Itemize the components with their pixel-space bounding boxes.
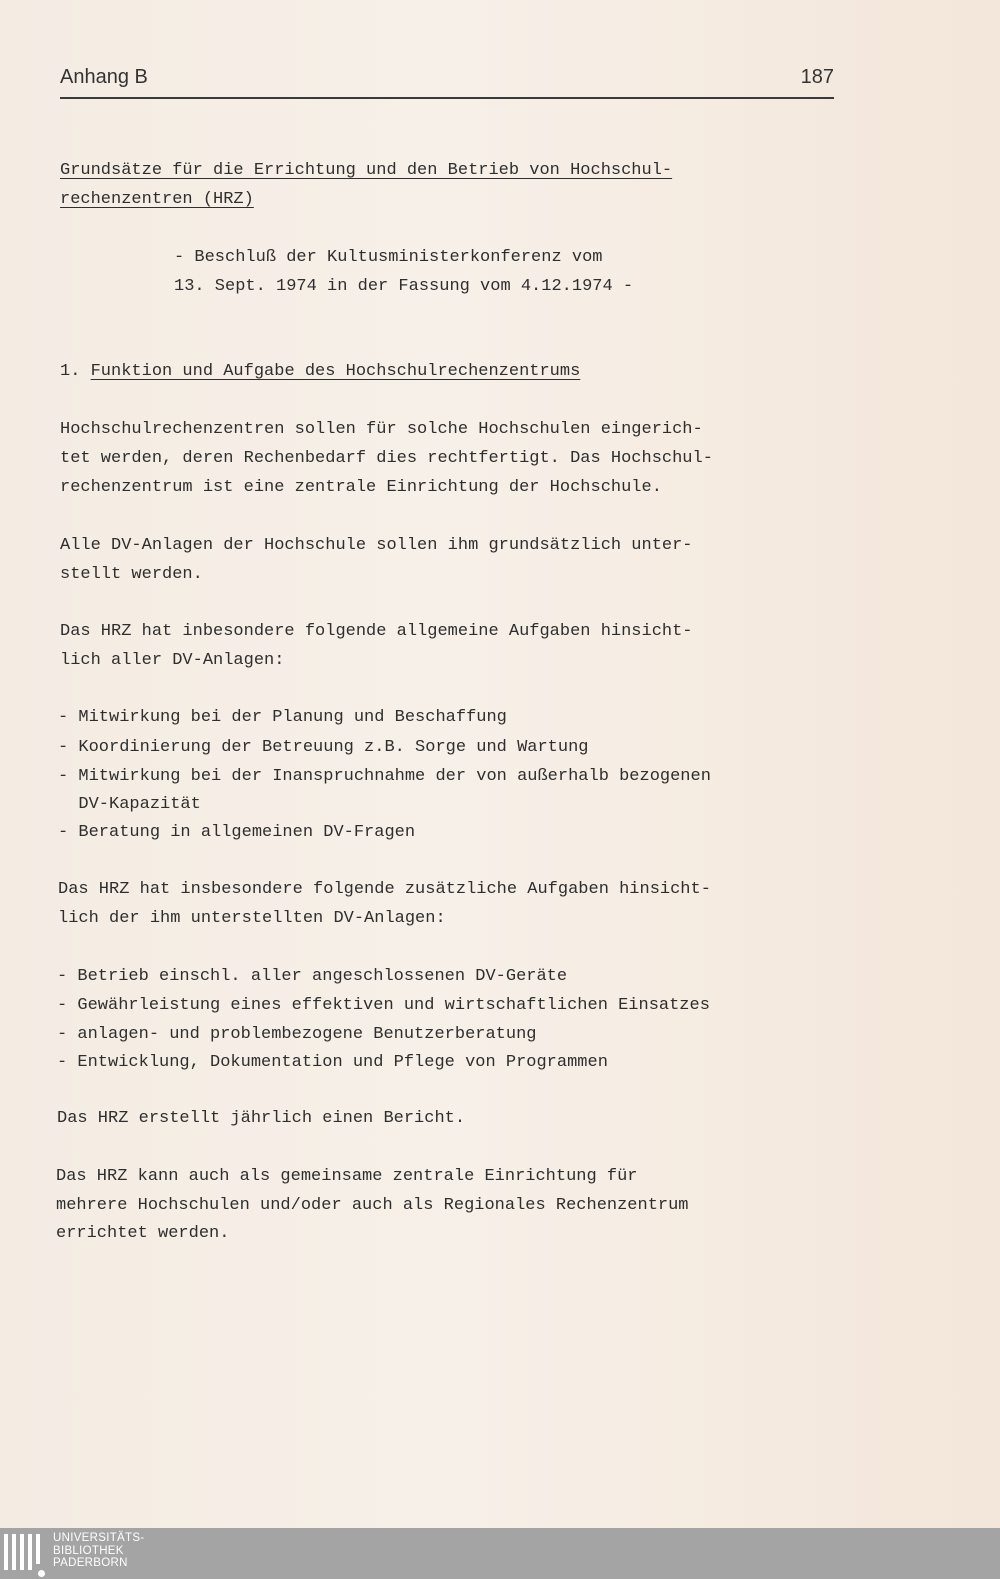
paragraph-line: Hochschulrechenzentren sollen für solche Hochschulen eingerich-: [60, 420, 703, 439]
library-logo-text: [53, 1532, 144, 1570]
list-item: - Betrieb einschl. aller angeschlossenen DV-Geräte: [57, 967, 568, 986]
paragraph-line: Das HRZ hat inbesondere folgende allgemeine Aufgaben hinsicht-: [60, 622, 693, 641]
paragraph-line: lich der ihm unterstellten DV-Anlagen:: [58, 909, 446, 928]
paragraph-line: rechenzentrum ist eine zentrale Einrichtung der Hochschule.: [60, 478, 662, 497]
logo-line: UNIVERSITÄTS-: [53, 1532, 145, 1544]
paragraph-line: Das HRZ erstellt jährlich einen Bericht.: [57, 1109, 466, 1128]
list-item: - Beratung in allgemeinen DV-Fragen: [58, 823, 416, 842]
resolution-note-line-1: - Beschluß der Kultusministerkonferenz vom: [174, 248, 603, 267]
header-rule: [60, 97, 834, 99]
resolution-note-line-2: 13. Sept. 1974 in der Fassung vom 4.12.1974 -: [174, 277, 634, 296]
list-item: - Gewährleistung eines effektiven und wirtschaftlichen Einsatzes: [57, 996, 710, 1015]
paragraph-line: stellt werden.: [60, 565, 203, 584]
list-item: - Mitwirkung bei der Planung und Beschaffung: [58, 708, 507, 727]
section-number: 1.: [60, 362, 91, 381]
paragraph-line: mehrere Hochschulen und/oder auch als Regionales Rechenzentrum: [56, 1196, 689, 1215]
library-footer-bar: [0, 1528, 1000, 1579]
list-item: - Entwicklung, Dokumentation und Pflege von Programmen: [57, 1053, 608, 1072]
document-title-line-2: rechenzentren (HRZ): [60, 190, 254, 209]
paragraph-line: Alle DV-Anlagen der Hochschule sollen ihm grundsätzlich unter-: [60, 536, 693, 555]
document-title-line-1: Grundsätze für die Errichtung und den Betrieb von Hochschul-: [60, 161, 673, 180]
logo-line: PADERBORN: [53, 1557, 128, 1569]
library-logo-icon: [4, 1534, 44, 1576]
paragraph-line: tet werden, deren Rechenbedarf dies rechtfertigt. Das Hochschul-: [60, 449, 713, 468]
paragraph-line: errichtet werden.: [56, 1224, 230, 1243]
list-item: - anlagen- und problembezogene Benutzerberatung: [57, 1025, 537, 1044]
section-title: Funktion und Aufgabe des Hochschulrechenzentrums: [90, 362, 581, 381]
paragraph-line: Das HRZ hat insbesondere folgende zusätzliche Aufgaben hinsicht-: [58, 880, 711, 899]
page-number: 187: [800, 66, 834, 88]
running-head: [60, 66, 834, 100]
paragraph-line: Das HRZ kann auch als gemeinsame zentrale Einrichtung für: [56, 1167, 638, 1186]
list-item: - Koordinierung der Betreuung z.B. Sorge und Wartung: [58, 738, 589, 757]
logo-line: BIBLIOTHEK: [53, 1544, 124, 1557]
section-label: Anhang B: [60, 66, 148, 88]
list-item: - Mitwirkung bei der Inanspruchnahme der von außerhalb bezogenen: [58, 767, 711, 786]
section-heading: [60, 362, 580, 382]
list-item-continuation: DV-Kapazität: [58, 795, 201, 814]
paragraph-line: lich aller DV-Anlagen:: [60, 651, 285, 670]
